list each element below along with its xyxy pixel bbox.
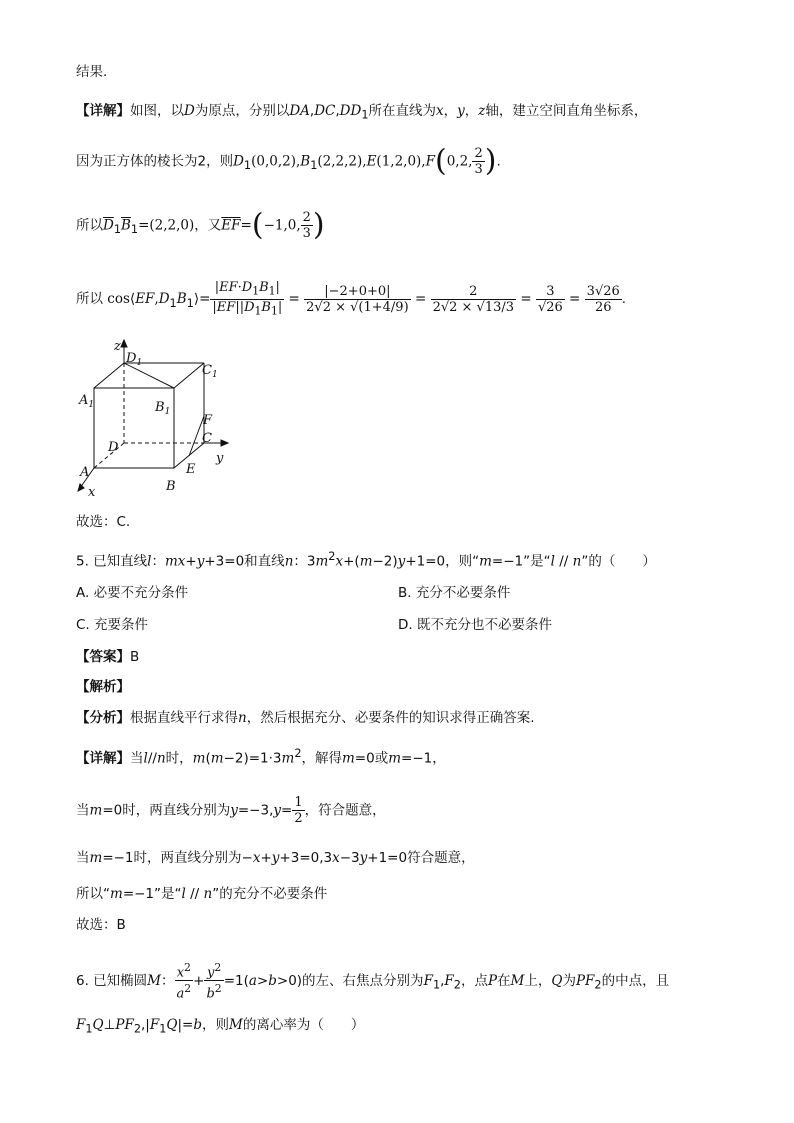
label-D1: $D_1$ xyxy=(126,351,143,368)
detail-paragraph: 【详解】如图，以D为原点，分别以$DA,DC,DD_1$所在直线为x，y，z轴，建立空间直角坐标系， xyxy=(76,103,648,122)
label-A: A xyxy=(80,465,90,480)
label-F: F xyxy=(203,413,213,428)
q5-option-c: C. 充要条件 xyxy=(76,617,149,633)
answer-value: B xyxy=(130,649,140,665)
coords-line: 因为正方体的棱长为2，则$D_1(0,0,2),B_1(2,2,2),E(1,2,0),F(0,2$, $\frac{2}{3}$ ). xyxy=(76,143,501,179)
q5-xiangjie: 【详解】当l//n时，$m(m-2)=1\cdot 3m^2$，解得m=0或m=−1， xyxy=(76,747,446,767)
q5-case2: 当m=−1时，两直线分别为−x+y+3=0,3x−3y+1=0符合题意， xyxy=(76,850,475,866)
label-z: z xyxy=(114,339,121,354)
vector-line: 所以$\overline{D}_1\overline{B}_1=(2,2,0)$，又$\overline{EF}=(-1,0$, $\frac{2}{3}$ ) xyxy=(76,207,325,243)
prev-answer: 故选：C. xyxy=(76,514,131,530)
detail-label: 【详解】 xyxy=(76,103,130,119)
cube-figure xyxy=(70,338,240,503)
label-x: x xyxy=(88,485,96,500)
q5-answer xyxy=(76,647,139,667)
label-E: E xyxy=(186,462,196,477)
label-C: C xyxy=(202,431,212,446)
cos-line: 所以 $\cos⟨EF,D_1B_1⟩=$ $\frac{|EF\cdot D_1B_1|}{|EF||D_1B_1|}$ = $\frac{|-2+0+0|}{2√2 \times √(1+4/9)}$ = $\frac{2}{2√2 \times √13/3}$ = $\frac{3}{√26}$ = $\frac{3√26}{26}$ . xyxy=(76,280,627,318)
label-C1: $C_1$ xyxy=(202,363,218,380)
q6-line2: $F_1Q\perp PF_2,|F_1Q|=b$，则M的离心率为（ ） xyxy=(76,1017,365,1036)
q5-fenxi: 【分析】根据直线平行求得n，然后根据充分、必要条件的知识求得正确答案. xyxy=(76,710,535,726)
label-B1: $B_1$ xyxy=(155,400,171,417)
q5-stem: 5. 已知直线l：mx+y+3=0和直线n：$3m^2x+(m-2)y+1=0$，则“m=−1”是“l // n”的（ ） xyxy=(76,550,656,570)
result-tail: 结果. xyxy=(76,64,108,80)
q5-option-a: A. 必要不充分条件 xyxy=(76,585,189,601)
q5-conclusion: 所以“m=−1”是“l // n”的充分不必要条件 xyxy=(76,886,328,902)
label-D: D xyxy=(108,440,119,455)
q5-analysis-label: 【解析】 xyxy=(76,679,130,695)
q5-option-d: D. 既不充分也不必要条件 xyxy=(398,617,552,633)
q5-option-b: B. 充分不必要条件 xyxy=(398,585,511,601)
label-y: y xyxy=(216,451,224,466)
q5-final: 故选：B xyxy=(76,917,126,933)
q6-line1: 6. 已知椭圆M： $\frac{x^2}{a^2}$ + $\frac{y^2}{b^2}$ =1(a>b>0)的左、右焦点分别为$F_1,F_2$，点P在M上，Q为$PF_2$的中点，且 xyxy=(76,961,670,1002)
answer-label: 【答案】 xyxy=(76,649,130,665)
label-A1: $A_1$ xyxy=(79,393,95,410)
q5-case1: 当m=0时，两直线分别为y=−3,y= $\frac{1}{2}$ ，符合题意， xyxy=(76,795,386,826)
label-B: B xyxy=(166,479,176,494)
